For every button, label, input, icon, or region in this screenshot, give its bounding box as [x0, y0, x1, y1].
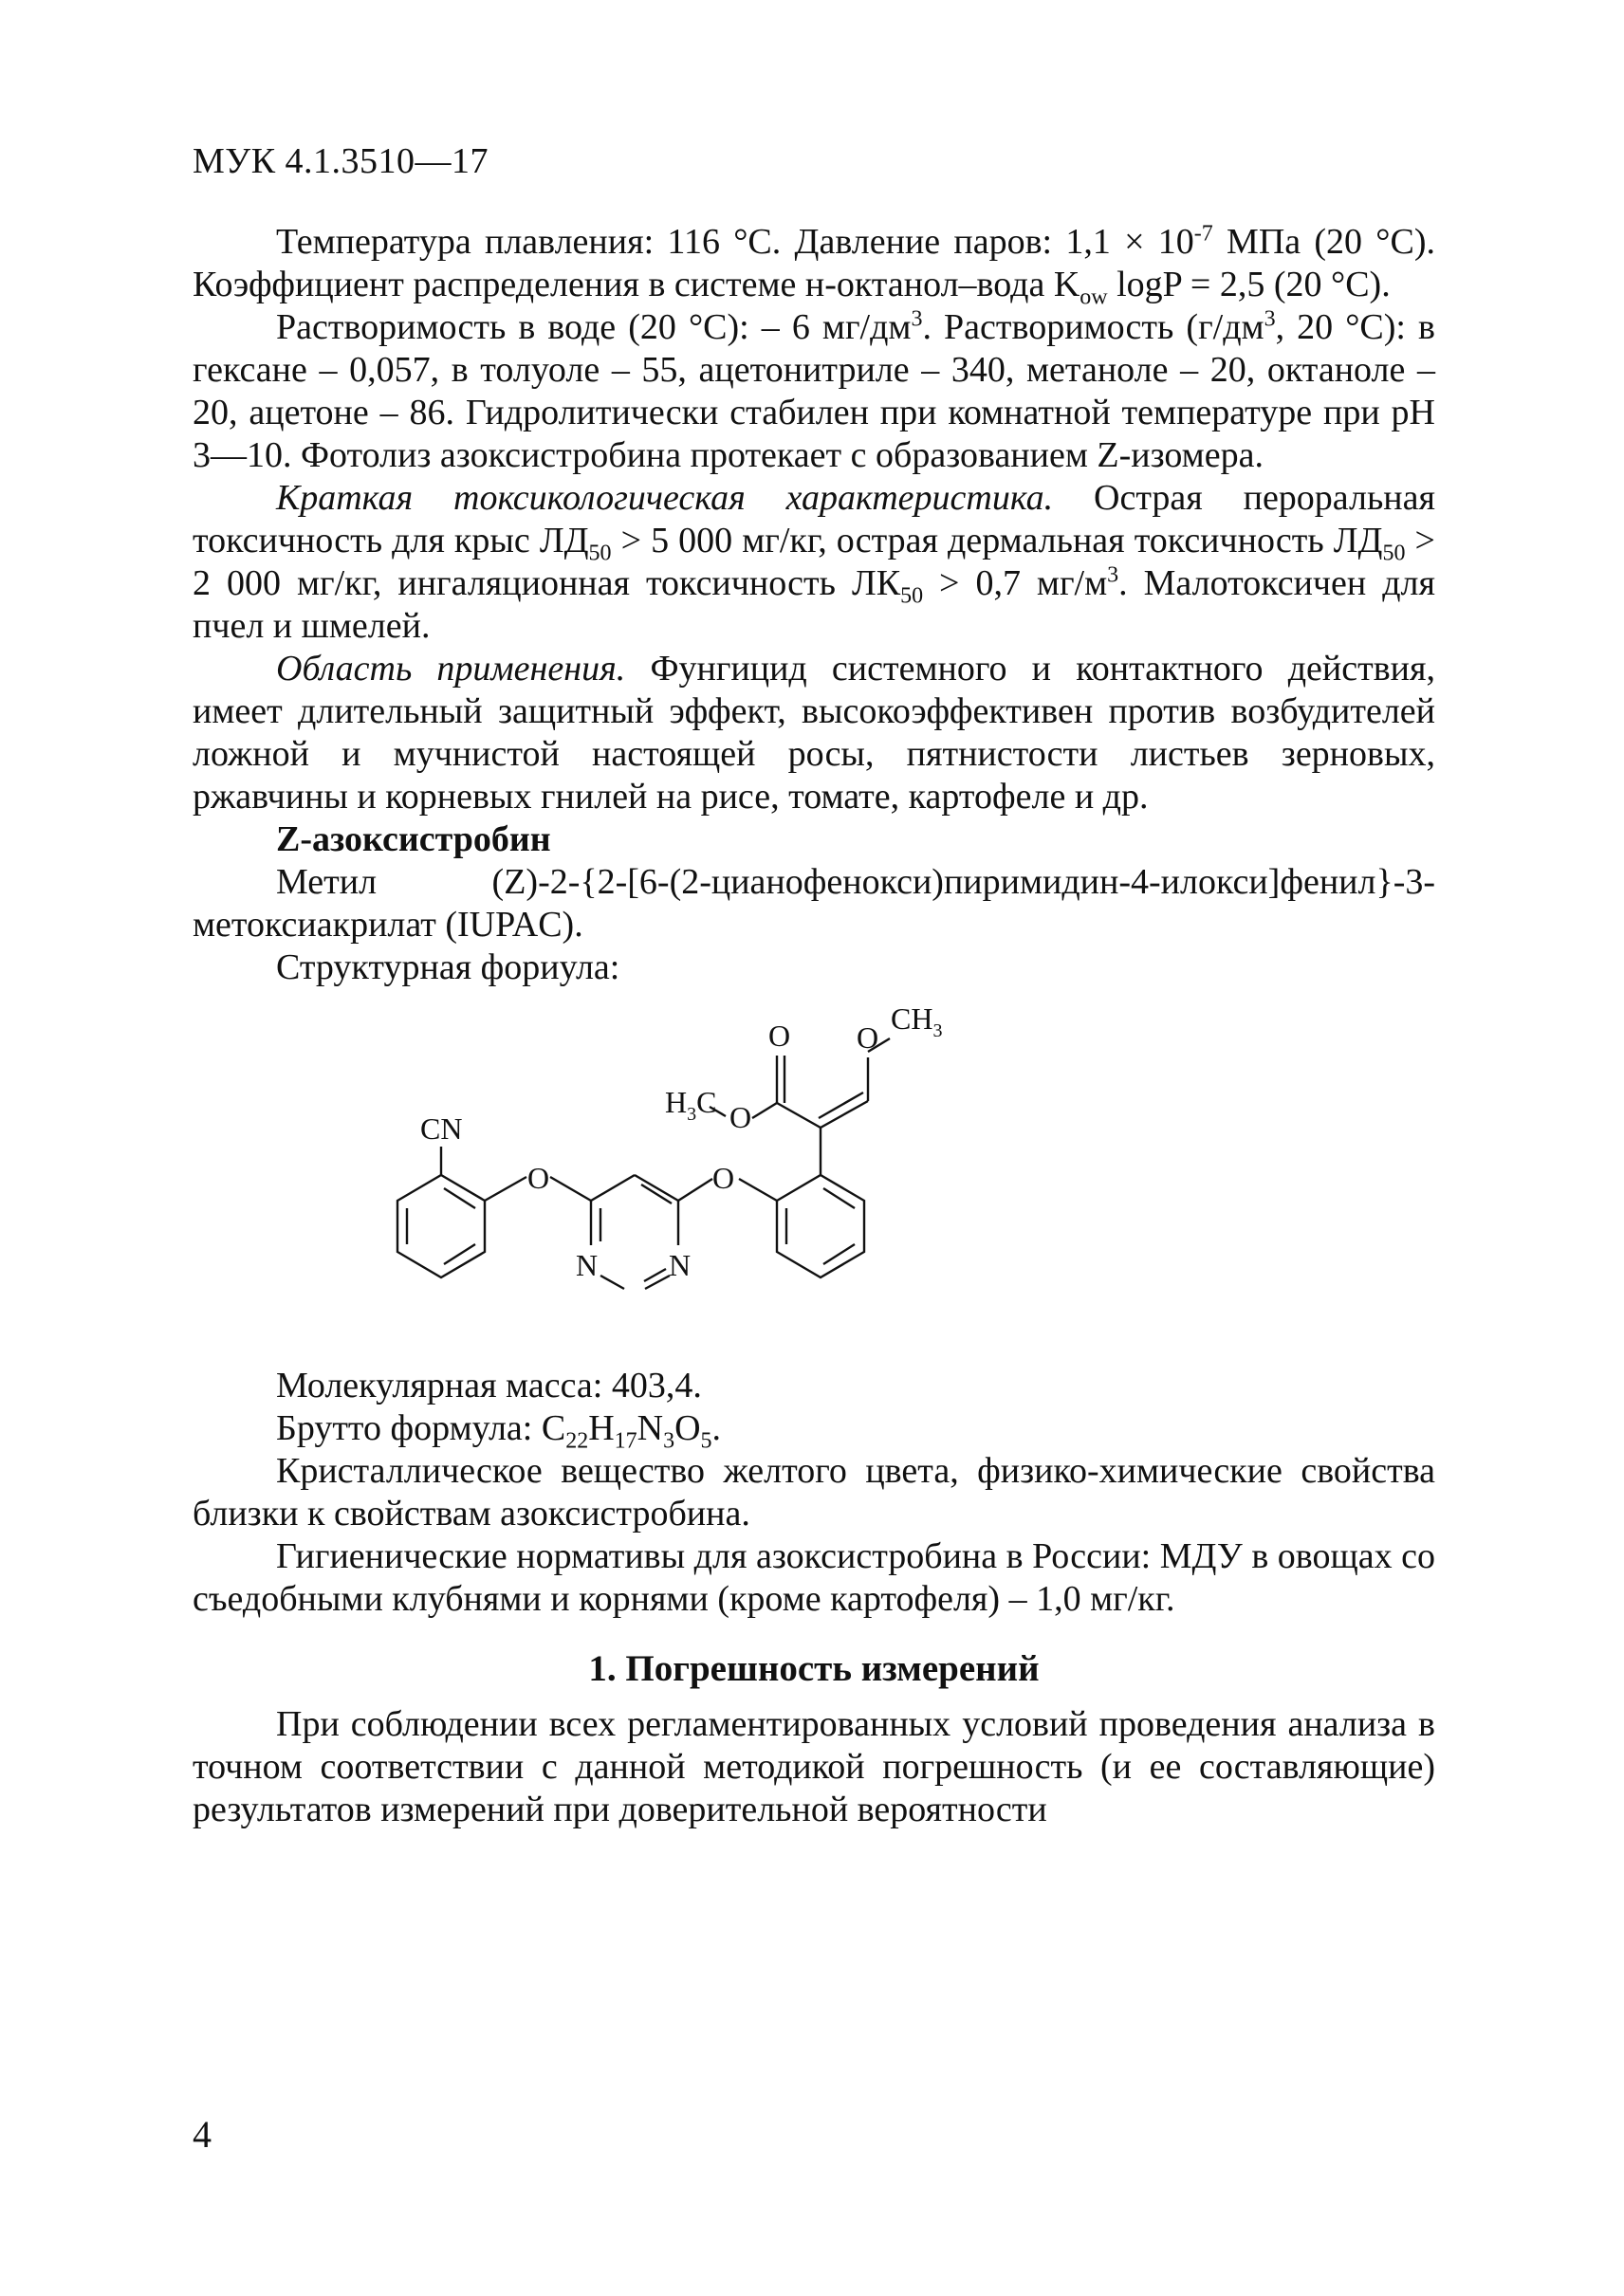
brutto-sub-o: 5 — [700, 1428, 712, 1454]
pyrimidine-n2-label: N — [669, 1248, 692, 1282]
z-isomer-title: Z-азоксистробин — [276, 819, 551, 859]
p3-text-e: . Малотоксичен для пчел и шмелей. — [193, 563, 1435, 646]
p2-text-a: Растворимость в воде (20 °С): – 6 мг/дм — [276, 307, 912, 347]
p3-text-c: > 2 000 мг/кг, ингаляционная токсичность ЛК — [193, 521, 1435, 603]
document-code-header: МУК 4.1.3510—17 — [193, 141, 489, 181]
brutto-end: . — [711, 1408, 722, 1448]
molecular-mass: Молекулярная масса: 403,4. — [276, 1366, 702, 1405]
brutto-sub-n: 3 — [663, 1428, 675, 1454]
methoxy-oxygen-label: O — [857, 1020, 879, 1055]
p3-text-d: > 0,7 мг/м — [923, 563, 1108, 603]
left-benzene-ring — [397, 1147, 591, 1277]
cyano-label: CN — [420, 1111, 463, 1146]
p2-text-c: , 20 °С): в гексане – 0,057, в толуоле – 55, ацетонитриле – 340, метаноле – 20, октаноле – 20, ацетоне – 86. Гидролитически стабилен при комнатной температуре при pH 3—10. Фотолиз азоксистробина протекает с образованием Z-изомера. — [193, 307, 1435, 475]
ester-methyl-label: $H_3C$ — [665, 1085, 717, 1125]
crystal-description: Кристаллическое вещество желтого цвета, физико-химические свойства близки к свойствам азоксистробина. — [193, 1451, 1435, 1534]
document-body — [193, 221, 1435, 1831]
structural-formula — [193, 989, 1435, 1365]
p1-text-b: МПа (20 °С). Коэффициент распределения в системе н-октанол–вода K — [193, 222, 1435, 304]
brutto-sub-c: 22 — [565, 1428, 589, 1454]
p3-sub-b: 50 — [1382, 541, 1406, 566]
ester-oxygen-label: O — [729, 1100, 752, 1134]
p2-text-b: . Растворимость (г/дм — [922, 307, 1264, 347]
p3-sub-c: 50 — [900, 583, 924, 609]
toxicology-paragraph — [193, 477, 1435, 648]
brutto-n: N — [637, 1408, 664, 1448]
brutto-sub-h: 17 — [614, 1428, 637, 1454]
pyrimidine-n1-label: N — [576, 1248, 599, 1282]
p1-kow-subscript: ow — [1080, 285, 1108, 310]
brutto-label: Брутто формула: C — [276, 1408, 566, 1448]
hygiene-standards: Гигиенические нормативы для азоксистробина в России: МДУ в овощах со съедобными клубнями и корнями (кроме картофеля) – 1,0 мг/кг. — [193, 1536, 1435, 1619]
ether-oxygen-left-label: O — [527, 1161, 550, 1195]
application-paragraph — [193, 648, 1435, 818]
p3-text-a: Острая пероральная токсичность для крыс ЛД — [193, 478, 1435, 560]
carbonyl-oxygen-label: O — [768, 1019, 791, 1053]
application-title: Область применения. — [276, 649, 626, 689]
p3-text-b: > 5 000 мг/кг, острая дермальная токсичность ЛД — [611, 521, 1383, 560]
page-number: 4 — [193, 2113, 212, 2156]
methoxy-ch3-label: $CH_3$ — [891, 1001, 943, 1041]
brutto-h: H — [588, 1408, 615, 1448]
p2-sup-b: 3 — [1264, 306, 1276, 332]
p2-sup-a: 3 — [911, 306, 923, 332]
structural-formula-label: Структурная фориула: — [276, 947, 620, 987]
iupac-name: Метил (Z)-2-{2-[6-(2-цианофенокси)пиримидин-4-илокси]фенил}-3-метоксиакрилат (IUPAC). — [193, 862, 1435, 945]
p1-exponent: -7 — [1193, 221, 1213, 247]
p1-text-a: Температура плавления: 116 °С. Давление паров: 1,1 × 10 — [276, 222, 1194, 262]
measurement-error-paragraph: При соблюдении всех регламентированных условий проведения анализа в точном соответствии с данной методикой погрешность (и ее составляющие) результатов измерений при доверительной вероятности — [193, 1704, 1435, 1829]
p3-sup-d: 3 — [1107, 562, 1119, 588]
p1-text-c: logP = 2,5 (20 °С). — [1107, 265, 1391, 304]
structural-formula-drawing — [193, 989, 1435, 1365]
p3-sub-a: 50 — [588, 541, 612, 566]
application-text: Фунгицид системного и контактного действия, имеет длительный защитный эффект, высокоэффективен против возбудителей ложной и мучнистой настоящей росы, пятнистости листьев зерновых, ржавчины и корневых гнилей на рисе, томате, картофеле и др. — [193, 649, 1435, 817]
right-benzene-ring — [777, 1128, 864, 1277]
section-heading: 1. Погрешность измерений — [588, 1648, 1040, 1689]
brutto-formula — [193, 1407, 1435, 1454]
ether-oxygen-right-label: O — [712, 1161, 735, 1195]
melting-point-paragraph — [193, 221, 1435, 310]
brutto-o: O — [674, 1408, 701, 1448]
solubility-paragraph — [193, 306, 1435, 477]
toxicology-title: Краткая токсикологическая характеристика. — [276, 478, 1054, 518]
